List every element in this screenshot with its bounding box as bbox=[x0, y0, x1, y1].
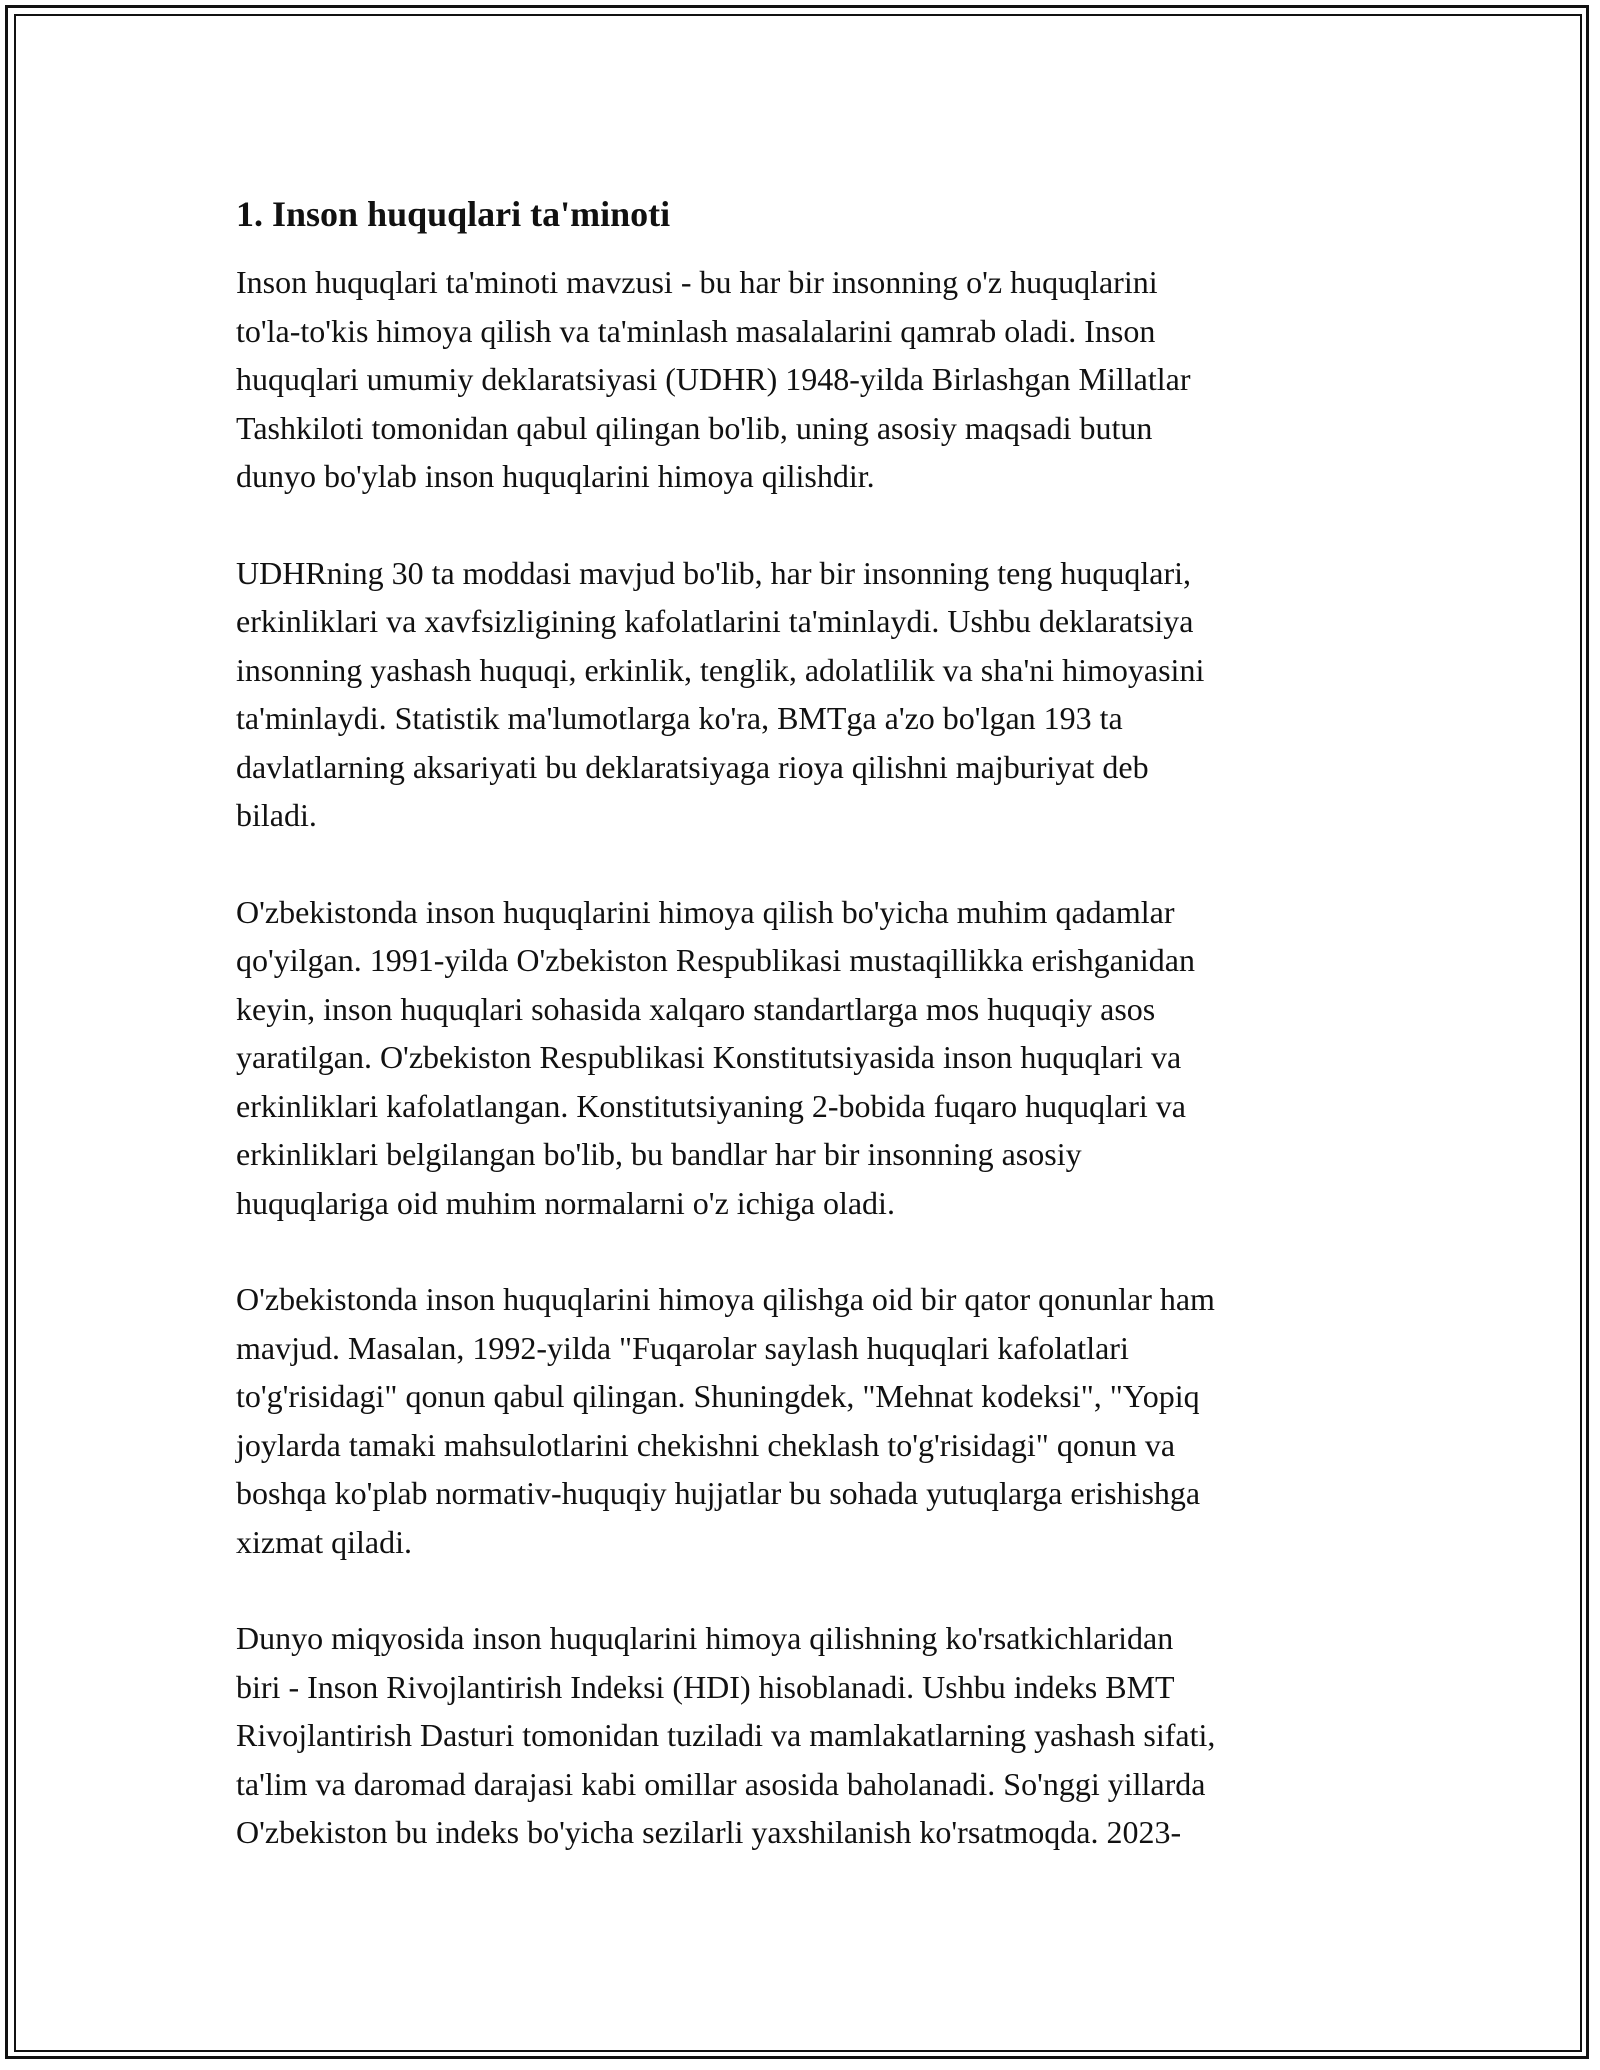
text-line: insonning yashash huquqi, erkinlik, tenglik, adolatlilik va sha'ni himoyasini bbox=[236, 651, 1205, 688]
paragraph-3 bbox=[236, 888, 1366, 1228]
text-line: Tashkiloti tomonidan qabul qilingan bo'lib, uning asosiy maqsadi butun bbox=[236, 409, 1153, 446]
text-line: Rivojlantirish Dasturi tomonidan tuziladi va mamlakatlarning yashash sifati, bbox=[236, 1717, 1216, 1753]
paragraph-1 bbox=[236, 258, 1366, 501]
text-line: Inson huquqlari ta'minoti mavzusi - bu har bir insonning o'z huquqlarini bbox=[236, 264, 1158, 300]
text-line: keyin, inson huquqlari sohasida xalqaro standartlarga mos huquqiy asos bbox=[236, 990, 1156, 1027]
text-line: yaratilgan. O'zbekiston Respublikasi Konstitutsiyasida inson huquqlari va bbox=[236, 1039, 1182, 1075]
text-line: biladi. bbox=[236, 797, 317, 833]
section-heading: 1. Inson huquqlari ta'minoti bbox=[236, 194, 671, 234]
text-line: erkinliklari va xavfsizligining kafolatlarini ta'minlaydi. Ushbu deklaratsiya bbox=[236, 603, 1194, 639]
text-line: erkinliklari belgilangan bo'lib, bu bandlar har bir insonning asosiy bbox=[236, 1136, 1082, 1172]
text-line: dunyo bo'ylab inson huquqlarini himoya qilishdir. bbox=[236, 458, 875, 494]
text-line: boshqa ko'plab normativ-huquqiy hujjatlar bu sohada yutuqlarga erishishga bbox=[236, 1475, 1201, 1511]
text-line: O'zbekistonda inson huquqlarini himoya qilishga oid bir qator qonunlar ham bbox=[236, 1281, 1215, 1317]
text-line: Dunyo miqyosida inson huquqlarini himoya qilishning ko'rsatkichlaridan bbox=[236, 1620, 1174, 1656]
text-line: mavjud. Masalan, 1992-yilda "Fuqarolar saylash huquqlari kafolatlari bbox=[236, 1329, 1129, 1366]
text-line: ta'minlaydi. Statistik ma'lumotlarga ko'ra, BMTga a'zo bo'lgan 193 ta bbox=[236, 700, 1123, 736]
paragraph-2 bbox=[236, 549, 1366, 840]
text-line: to'la-to'kis himoya qilish va ta'minlash masalalarini qamrab oladi. Inson bbox=[236, 312, 1156, 349]
text-line: davlatlarning aksariyati bu deklaratsiyaga rioya qilishni majburiyat deb bbox=[236, 748, 1149, 785]
text-line: O'zbekiston bu indeks bo'yicha sezilarli yaxshilanish ko'rsatmoqda. 2023- bbox=[236, 1814, 1182, 1850]
text-line: biri - Inson Rivojlantirish Indeksi (HDI) hisoblanadi. Ushbu indeks BMT bbox=[236, 1668, 1175, 1705]
text-line: huquqlari umumiy deklaratsiyasi (UDHR) 1948-yilda Birlashgan Millatlar bbox=[236, 361, 1191, 397]
text-line: qo'yilgan. 1991-yilda O'zbekiston Respublikasi mustaqillikka erishganidan bbox=[236, 942, 1195, 978]
text-line: erkinliklari kafolatlangan. Konstitutsiyaning 2-bobida fuqaro huquqlari va bbox=[236, 1087, 1186, 1124]
text-line: UDHRning 30 ta moddasi mavjud bo'lib, har bir insonning teng huquqlari, bbox=[236, 554, 1191, 591]
text-line: joylarda tamaki mahsulotlarini chekishni cheklash to'g'risidagi" qonun va bbox=[236, 1426, 1176, 1463]
text-line: ta'lim va daromad darajasi kabi omillar asosida baholanadi. So'nggi yillarda bbox=[236, 1765, 1206, 1802]
text-line: huquqlariga oid muhim normalarni o'z ichiga oladi. bbox=[236, 1184, 895, 1221]
paragraph-4 bbox=[236, 1275, 1366, 1566]
text-line: O'zbekistonda inson huquqlarini himoya qilish bo'yicha muhim qadamlar bbox=[236, 893, 1175, 930]
text-line: to'g'risidagi" qonun qabul qilingan. Shuningdek, "Mehnat kodeksi", "Yopiq bbox=[236, 1378, 1200, 1414]
document-body bbox=[236, 190, 1366, 1905]
paragraph-5 bbox=[236, 1614, 1366, 1857]
text-line: xizmat qiladi. bbox=[236, 1523, 412, 1560]
